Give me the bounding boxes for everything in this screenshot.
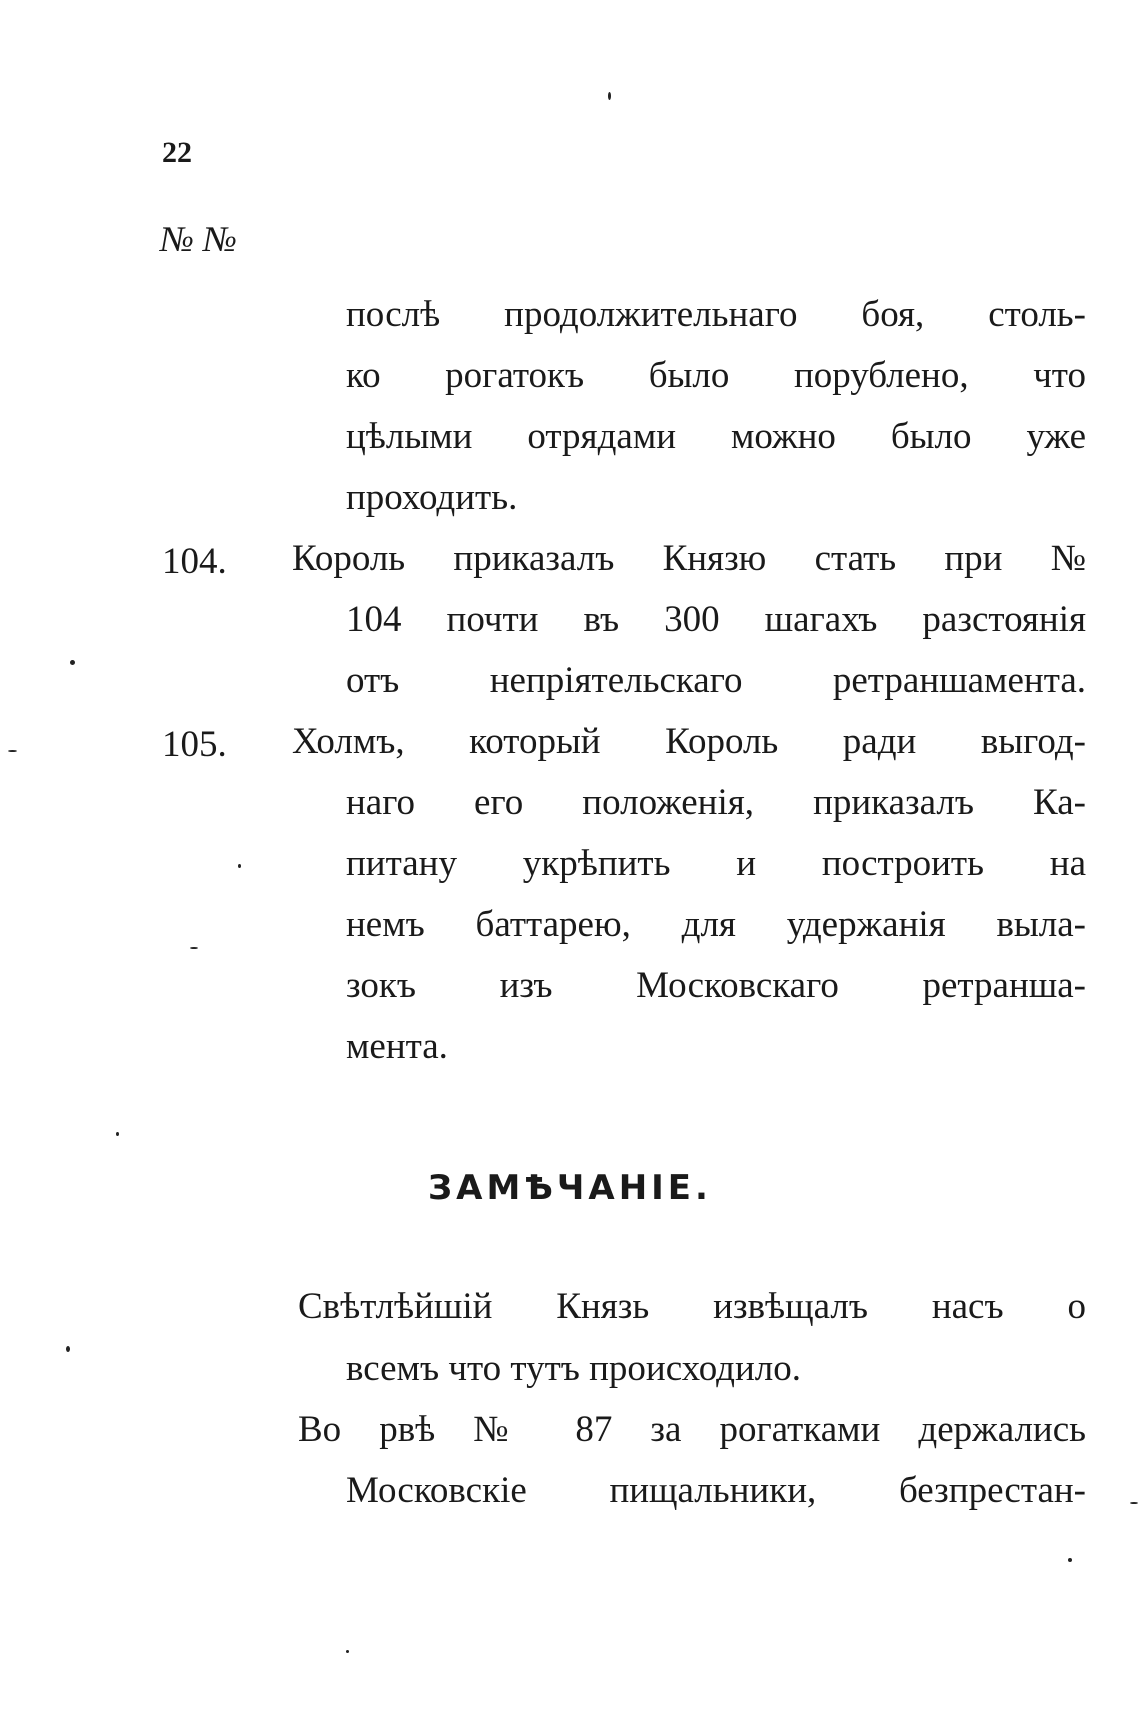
paragraph-number: 105.	[162, 724, 227, 765]
text-line: питану укрѣпить и построить на	[346, 843, 1086, 884]
scan-speck	[8, 750, 17, 752]
text-line: проходить.	[346, 477, 518, 518]
text-line: Король приказалъ Князю стать при №	[292, 538, 1086, 579]
text-line: Свѣтлѣйшій Князь извѣщалъ насъ о	[298, 1286, 1086, 1327]
numero-header: № №	[160, 219, 237, 259]
text-line: цѣлыми отрядами можно было уже	[346, 416, 1086, 457]
scan-speck	[608, 92, 611, 100]
text-line: всемъ что тутъ происходило.	[346, 1348, 802, 1389]
scan-speck	[1068, 1558, 1072, 1562]
scan-speck	[70, 660, 75, 665]
text-line: наго его положенія, приказалъ Ка-	[346, 782, 1086, 823]
text-line: Во рвѣ № 87 за рогатками держались	[298, 1409, 1086, 1450]
scan-speck	[116, 1132, 119, 1136]
scan-speck	[66, 1346, 70, 1352]
text-line: отъ непріятельскаго ретраншамента.	[346, 660, 1086, 701]
text-line: Холмъ, который Король ради выгод-	[292, 721, 1086, 762]
text-line: послѣ продолжительнаго боя, столь-	[346, 294, 1086, 335]
text-line: немъ баттарею, для удержанія выла-	[346, 904, 1086, 945]
text-line: ко рогатокъ было порублено, что	[346, 355, 1086, 396]
page-number: 22	[162, 136, 192, 169]
scan-speck	[190, 947, 198, 949]
scan-speck	[346, 1650, 349, 1653]
scan-speck	[1130, 1502, 1138, 1504]
text-line: 104 почти въ 300 шагахъ разстоянія	[346, 599, 1086, 640]
section-title: ЗАМѢЧАНІЕ.	[428, 1168, 712, 1208]
text-line: мента.	[346, 1026, 448, 1067]
text-line: зокъ изъ Московскаго ретранша-	[346, 965, 1086, 1006]
text-line: Московскіе пищальники, безпрестан-	[346, 1470, 1086, 1511]
paragraph-number: 104.	[162, 541, 227, 582]
scan-speck	[238, 864, 241, 868]
